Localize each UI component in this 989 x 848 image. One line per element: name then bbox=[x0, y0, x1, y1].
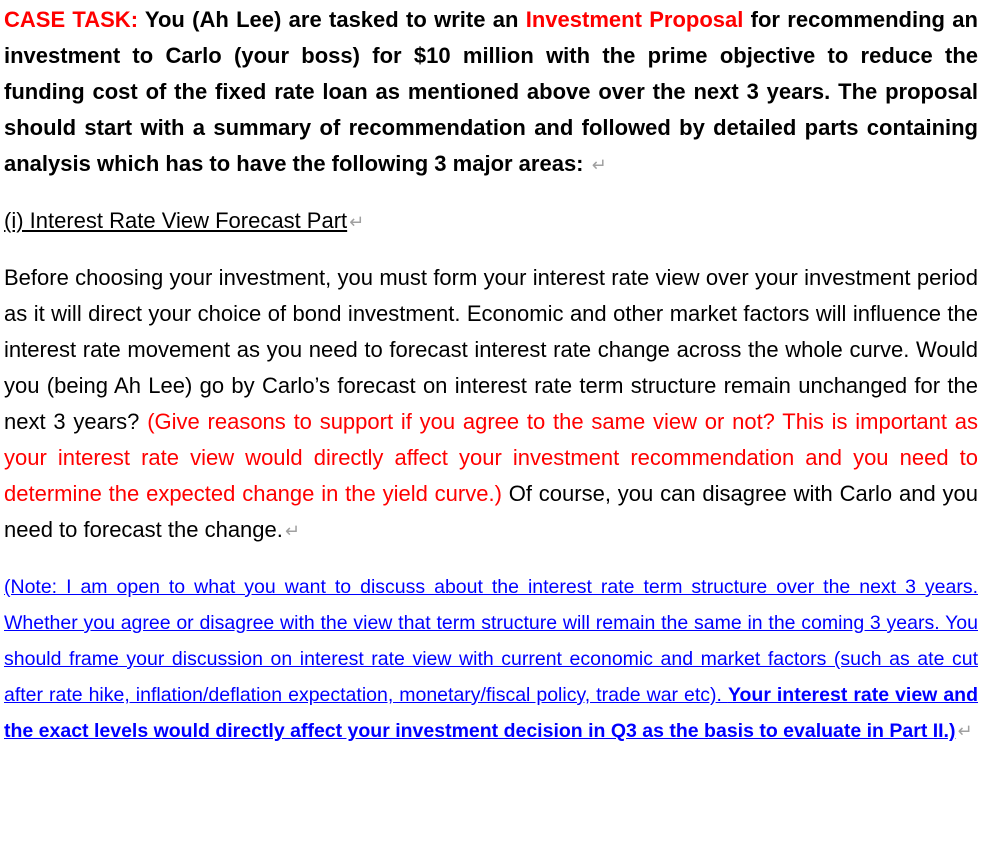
paragraph-mark-icon: ↵ bbox=[284, 521, 300, 541]
body-paragraph bbox=[4, 260, 978, 549]
paragraph-mark-icon: ↵ bbox=[349, 212, 365, 232]
note-paragraph bbox=[4, 569, 978, 749]
document-page bbox=[4, 0, 978, 749]
case-task-text-a: You (Ah Lee) are tasked to write an bbox=[138, 7, 526, 32]
paragraph-mark-icon: ↵ bbox=[957, 721, 973, 741]
body-text-b: Of course, you can disagree with Carlo and you need to forecast the change. bbox=[4, 481, 978, 542]
section-heading: (i) Interest Rate View Forecast Part bbox=[4, 208, 348, 233]
body-text-a: Before choosing your investment, you must form your interest rate view over your investment period as it will direct your choice of bond investment. Economic and other market factors will influence the interest rate movement as you need to forecast interest rate change across the whole curve. Would you (being Ah Lee) go by Carlo’s forecast on interest rate term structure remain unchanged for the next 3 years? bbox=[4, 265, 978, 434]
investment-proposal-highlight: Investment Proposal bbox=[525, 7, 744, 32]
body-red-text: (Give reasons to support if you agree to the same view or not? This is important as your interest rate view would directly affect your investment recommendation and you need to determine the expected change in the yield curve.) bbox=[4, 409, 979, 506]
case-task-paragraph bbox=[4, 0, 978, 183]
paragraph-mark-icon: ↵ bbox=[591, 155, 607, 175]
case-task-label: CASE TASK: bbox=[4, 7, 139, 32]
note-bold-text: Your interest rate view and the exact levels would directly affect your investment decision in Q3 as the basis to evaluate in Part II.) bbox=[4, 684, 979, 742]
note-text: (Note: I am open to what you want to discuss about the interest rate term structure over the next 3 years. Whether you agree or disagree with the view that term structure will remain the same in the coming 3 years. You should frame your discussion on interest rate view with current economic and market factors (such as ate cut after rate hike, inflation/deflation expectation, monetary/fiscal policy, trade war etc). bbox=[4, 576, 978, 706]
case-task-text-b: for recommending an investment to Carlo (your boss) for $10 million with the prime objective to reduce the funding cost of the fixed rate loan as mentioned above over the next 3 years. The proposal should start with a summary of recommendation and followed by detailed parts containing analysis which has to have the following 3 major areas: bbox=[4, 7, 978, 176]
section-heading-paragraph bbox=[4, 203, 978, 240]
